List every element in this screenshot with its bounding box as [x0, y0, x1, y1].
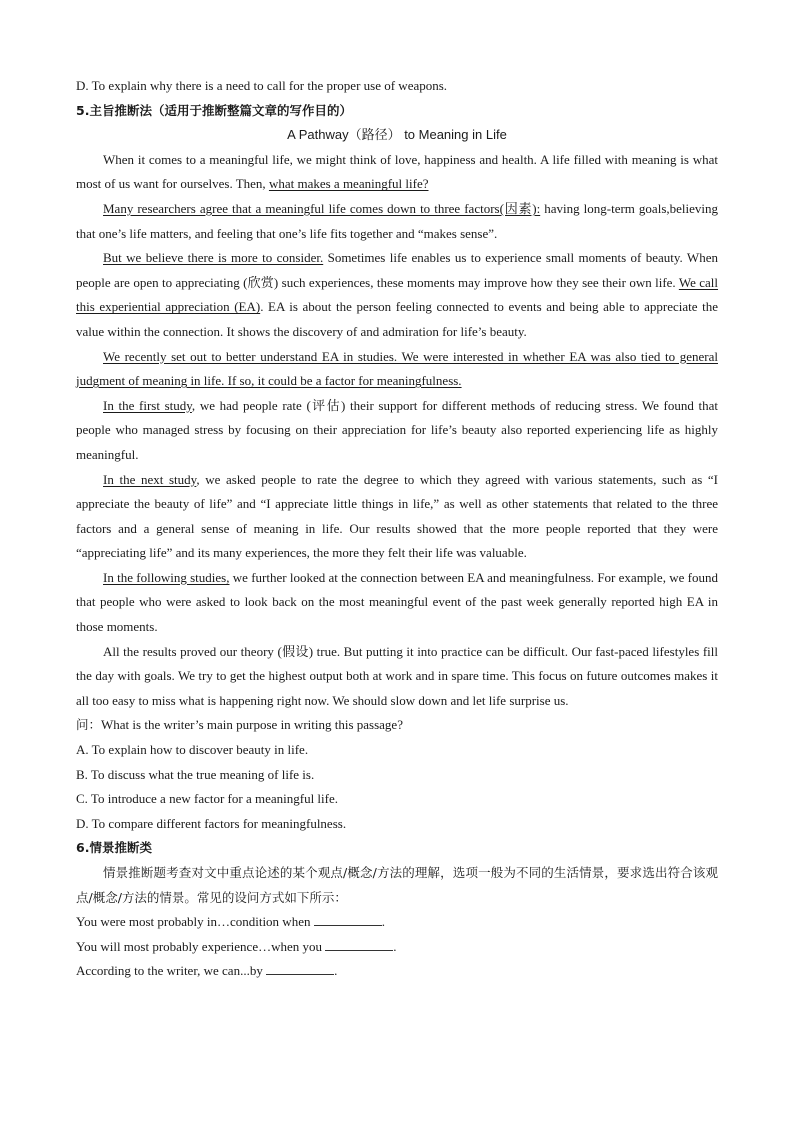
option-d: D. To compare different factors for meaningfulness. — [76, 815, 347, 831]
document-page — [76, 74, 718, 984]
paragraph-2-underlined: Many researchers agree that a meaningful life comes down to three factors(因素): — [103, 200, 541, 216]
pattern-1: You were most probably in…condition when . — [76, 910, 718, 935]
paragraph-1 — [76, 148, 718, 197]
paragraph-6 — [76, 468, 718, 566]
paragraph-3 — [76, 246, 718, 344]
paragraph-1-text: When it comes to a meaningful life, we might think of love, happiness and health. A life filled with meaning is what most of us want for ourselves. Then, — [76, 151, 718, 192]
paragraph-3-text-2: . EA is about the person feeling connected to events and being able to appreciate the value within the connection. It shows the discovery of and admiration for life’s beauty. — [76, 299, 718, 339]
section-5-heading: 5.主旨推断法（适用于推断整篇文章的写作目的） — [76, 102, 352, 118]
paragraph-5 — [76, 394, 718, 468]
paragraph-5-text: , we had people rate (评估) their support for different methods of reducing stress. We found that people who managed stress by focusing on their appreciation for life’s beauty also reported experiencing life as highly meaningful. — [76, 397, 718, 462]
paragraph-4 — [76, 345, 718, 394]
paragraph-3-underlined-1: But we believe there is more to consider. — [103, 250, 324, 266]
blank-1 — [314, 911, 382, 926]
paragraph-7-underlined: In the following studies, — [103, 569, 230, 585]
option-c: C. To introduce a new factor for a meaningful life. — [76, 791, 339, 807]
paragraph-5-underlined: In the first study — [103, 397, 192, 413]
passage-title: A Pathway（路径） to Meaning in Life — [287, 127, 507, 143]
paragraph-4-underlined: We recently set out to better understand EA in studies. We were interested in whether EA was also tied to general judgment of meaning in life. If so, it could be a factor for meaningfulness. — [76, 348, 718, 389]
previous-option-d: D. To explain why there is a need to call for the proper use of weapons. — [76, 78, 448, 93]
paragraph-2 — [76, 197, 718, 246]
paragraph-3-underlined-2: We call this experiential appreciation (EA) — [76, 274, 719, 315]
pattern-2: You will most probably experience…when you . — [76, 935, 718, 960]
option-a: A. To explain how to discover beauty in life. — [76, 742, 309, 758]
blank-2 — [325, 936, 393, 951]
pattern-1-text: You were most probably in…condition when — [76, 914, 311, 930]
pattern-2-text: You will most probably experience…when you — [76, 938, 323, 954]
pattern-3: According to the writer, we can...by . — [76, 959, 718, 984]
paragraph-7 — [76, 566, 718, 640]
paragraph-3-text-1: Sometimes life enables us to experience small moments of beauty. When people are open to appreciating (欣赏) such experiences, these moments may improve how they see their own life. — [76, 250, 718, 290]
question-text: What is the writer’s main purpose in writing this passage? — [101, 717, 403, 733]
paragraph-6-text: , we asked people to rate the degree to which they agreed with various statements, such as “I appreciate the beauty of life” and “I appreciate little things in life,” as well as other statements that related to the three factors and a general sense of meaning in life. Our results showed that the more people reported that they were “appreciating life” and its many experiences, the more they felt their life was valuable. — [76, 471, 718, 561]
paragraph-2-text: having long-term goals,believing that one’s life matters, and feeling that one’s life fits together and “makes sense”. — [76, 200, 719, 241]
paragraph-7-text: we further looked at the connection between EA and meaningfulness. For example, we found that people who were asked to look back on the most meaningful event of the past week generally reported high EA in those moments. — [76, 569, 718, 635]
question-prefix: 问： — [76, 717, 102, 733]
paragraph-1-underlined: what makes a meaningful life? — [268, 176, 429, 192]
paragraph-6-underlined: In the next study — [103, 471, 197, 487]
section-6-heading: 6.情景推断类 — [76, 840, 152, 856]
blank-3 — [266, 960, 334, 975]
paragraph-8: All the results proved our theory (假设) true. But putting it into practice can be difficult. Our fast-paced lifestyles fill the day with goals. We try to get the highest output both at work and in spare time. This focus on future outcomes makes it all too easy to miss what is happening right now. We should slow down and let life surprise us. — [76, 643, 718, 708]
option-b: B. To discuss what the true meaning of life is. — [76, 766, 315, 782]
question-line — [76, 713, 718, 738]
section-6-intro: 情景推断题考查对文中重点论述的某个观点/概念/方法的理解，选项一般为不同的生活情景，要求选出符合该观点/概念/方法的情景。常见的设问方式如下所示： — [76, 865, 718, 905]
pattern-3-text: According to the writer, we can...by — [76, 963, 263, 979]
